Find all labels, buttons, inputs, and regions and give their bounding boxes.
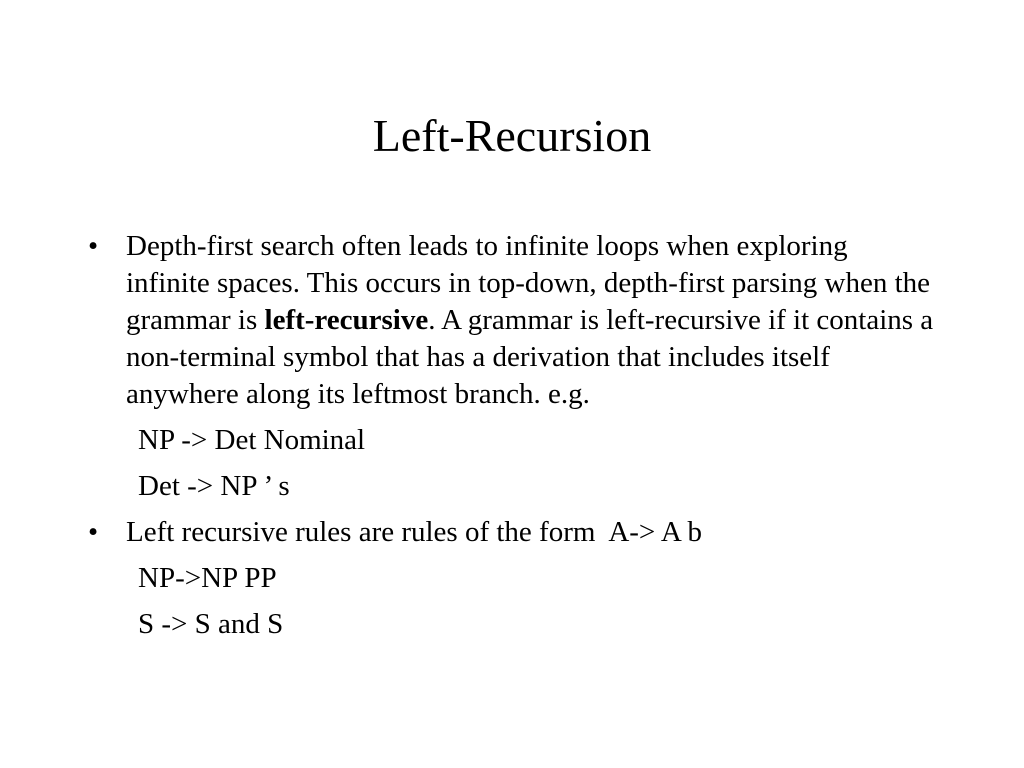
bullet-item-1: [88, 228, 938, 413]
bullet-1-text-after: . A grammar is left-recursive if it contains a non-terminal symbol that has a derivation that includes itself anywhere along its leftmost branch. e.g.: [126, 304, 934, 410]
bullet-marker: •: [88, 230, 99, 262]
example-rule-4: S -> S and S: [138, 608, 284, 640]
slide-body: [88, 228, 938, 643]
bullet-2-text: Left recursive rules are rules of the form A-> A b: [126, 516, 703, 548]
bullet-marker: •: [88, 516, 99, 548]
slide-title: Left-Recursion: [372, 110, 652, 161]
example-rule-1: NP -> Det Nominal: [138, 424, 366, 456]
example-rule-2: Det -> NP ’ s: [138, 470, 290, 502]
bullet-1-text-before: Depth-first search often leads to infinite loops when exploring infinite spaces. This occurs in top-down, depth-first parsing when the grammar is: [126, 230, 931, 336]
bullet-item-2: [88, 514, 938, 551]
example-rule-3: NP->NP PP: [138, 562, 277, 594]
bullet-1-bold-term: left-recursive: [264, 304, 429, 336]
